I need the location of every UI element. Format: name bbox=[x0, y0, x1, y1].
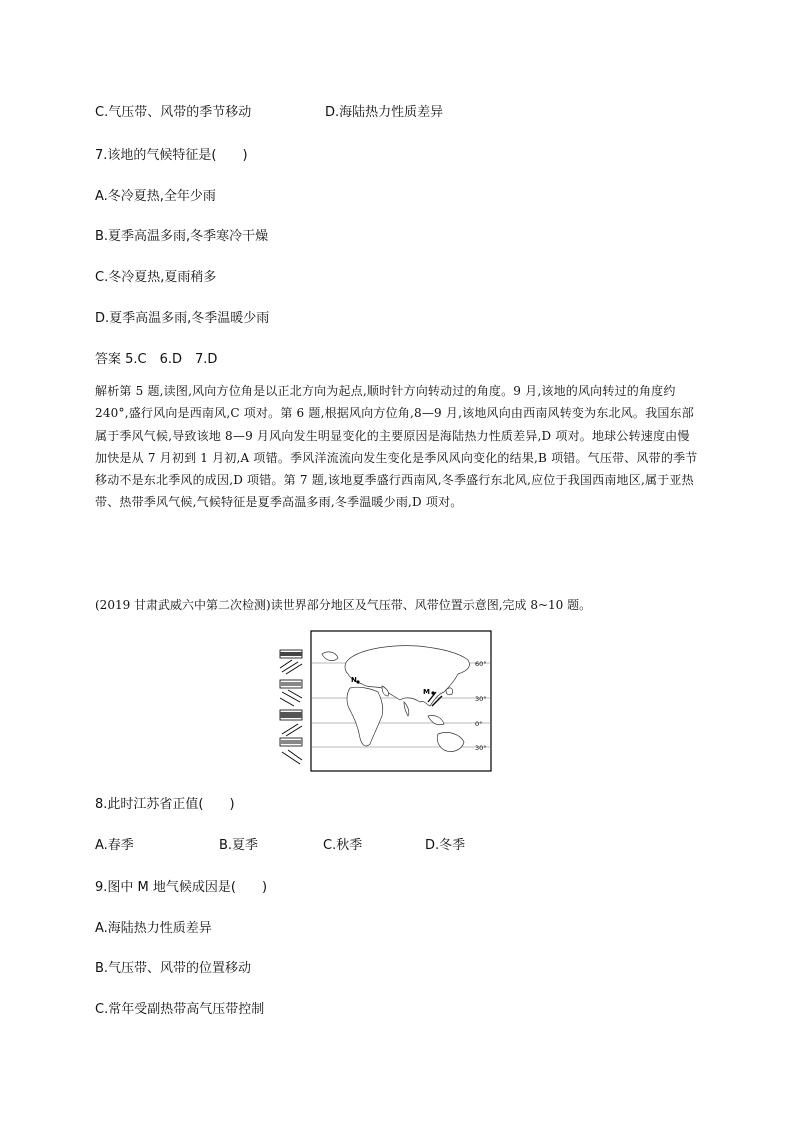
q8-option-b: B.夏季 bbox=[219, 838, 259, 853]
q9-option-a: A.海陆热力性质差异 bbox=[95, 921, 212, 936]
pressure-wind-belt-legend bbox=[280, 650, 302, 764]
q6-option-c: C.气压带、风带的季节移动 bbox=[95, 105, 252, 120]
point-m-label: M bbox=[423, 688, 430, 696]
q7-stem: 7.该地的气候特征是( ) bbox=[95, 148, 248, 163]
lat-label-30n: 30° bbox=[475, 695, 487, 703]
q6-options bbox=[95, 101, 443, 120]
q8-option-d: D.冬季 bbox=[425, 838, 466, 853]
answer-line: 答案 5.C 6.D 7.D bbox=[95, 352, 218, 367]
analysis-paragraph: 解析第 5 题,读图,风向方位角是以正北方向为起点,顺时针方向转动过的角度。9 月,该地的风向转过的角度约 240°,盛行风向是西南风,C 项对。第 6 题,根据风向方位角,8—9 月,该地风向由西南风转变为东北风。我国东部属于季风气候,导致该地 8—9 月风向发生明显变化的主要原因是海陆热力性质差异,D 项对。地球公转速度由慢加快是从 7 月初到 1 月初,A 项错。季风洋流流向发生变化是季风风向变化的结果,B 项错。气压带、风带的季节移动不是东北季风的成因,D 项错。第 7 题,该地夏季盛行西南风,冬季盛行东北风,应位于我国西南地区,属于亚热带、热带季风气候,气候特征是夏季高温多雨,冬季温暖少雨,D 项对。 bbox=[95, 384, 698, 510]
point-n-label: N bbox=[351, 676, 357, 684]
q7-option-c: C.冬冷夏热,夏雨稍多 bbox=[95, 270, 217, 285]
lat-label-60n: 60° bbox=[475, 660, 487, 668]
q8-option-a: A.春季 bbox=[95, 838, 134, 853]
q8-option-c: C.秋季 bbox=[323, 838, 363, 853]
q9-option-b: B.气压带、风带的位置移动 bbox=[95, 961, 252, 976]
lat-label-0: 0° bbox=[475, 720, 483, 728]
q9-option-c: C.常年受副热带高气压带控制 bbox=[95, 1002, 265, 1017]
world-pressure-belt-figure bbox=[278, 630, 493, 772]
q9-stem: 9.图中 M 地气候成因是( ) bbox=[95, 880, 268, 895]
q8-stem: 8.此时江苏省正值( ) bbox=[95, 797, 235, 812]
q8-options bbox=[95, 834, 465, 853]
q7-option-a: A.冬冷夏热,全年少雨 bbox=[95, 189, 216, 204]
q7-option-d: D.夏季高温多雨,冬季温暖少雨 bbox=[95, 311, 270, 326]
lat-label-30s: 30° bbox=[475, 744, 487, 752]
figure-intro: (2019 甘肃武威六中第二次检测)读世界部分地区及气压带、风带位置示意图,完成 8~10 题。 bbox=[95, 598, 592, 612]
q6-option-d: D.海陆热力性质差异 bbox=[325, 105, 444, 120]
q7-option-b: B.夏季高温多雨,冬季寒冷干燥 bbox=[95, 229, 269, 244]
figure-svg bbox=[278, 630, 493, 772]
